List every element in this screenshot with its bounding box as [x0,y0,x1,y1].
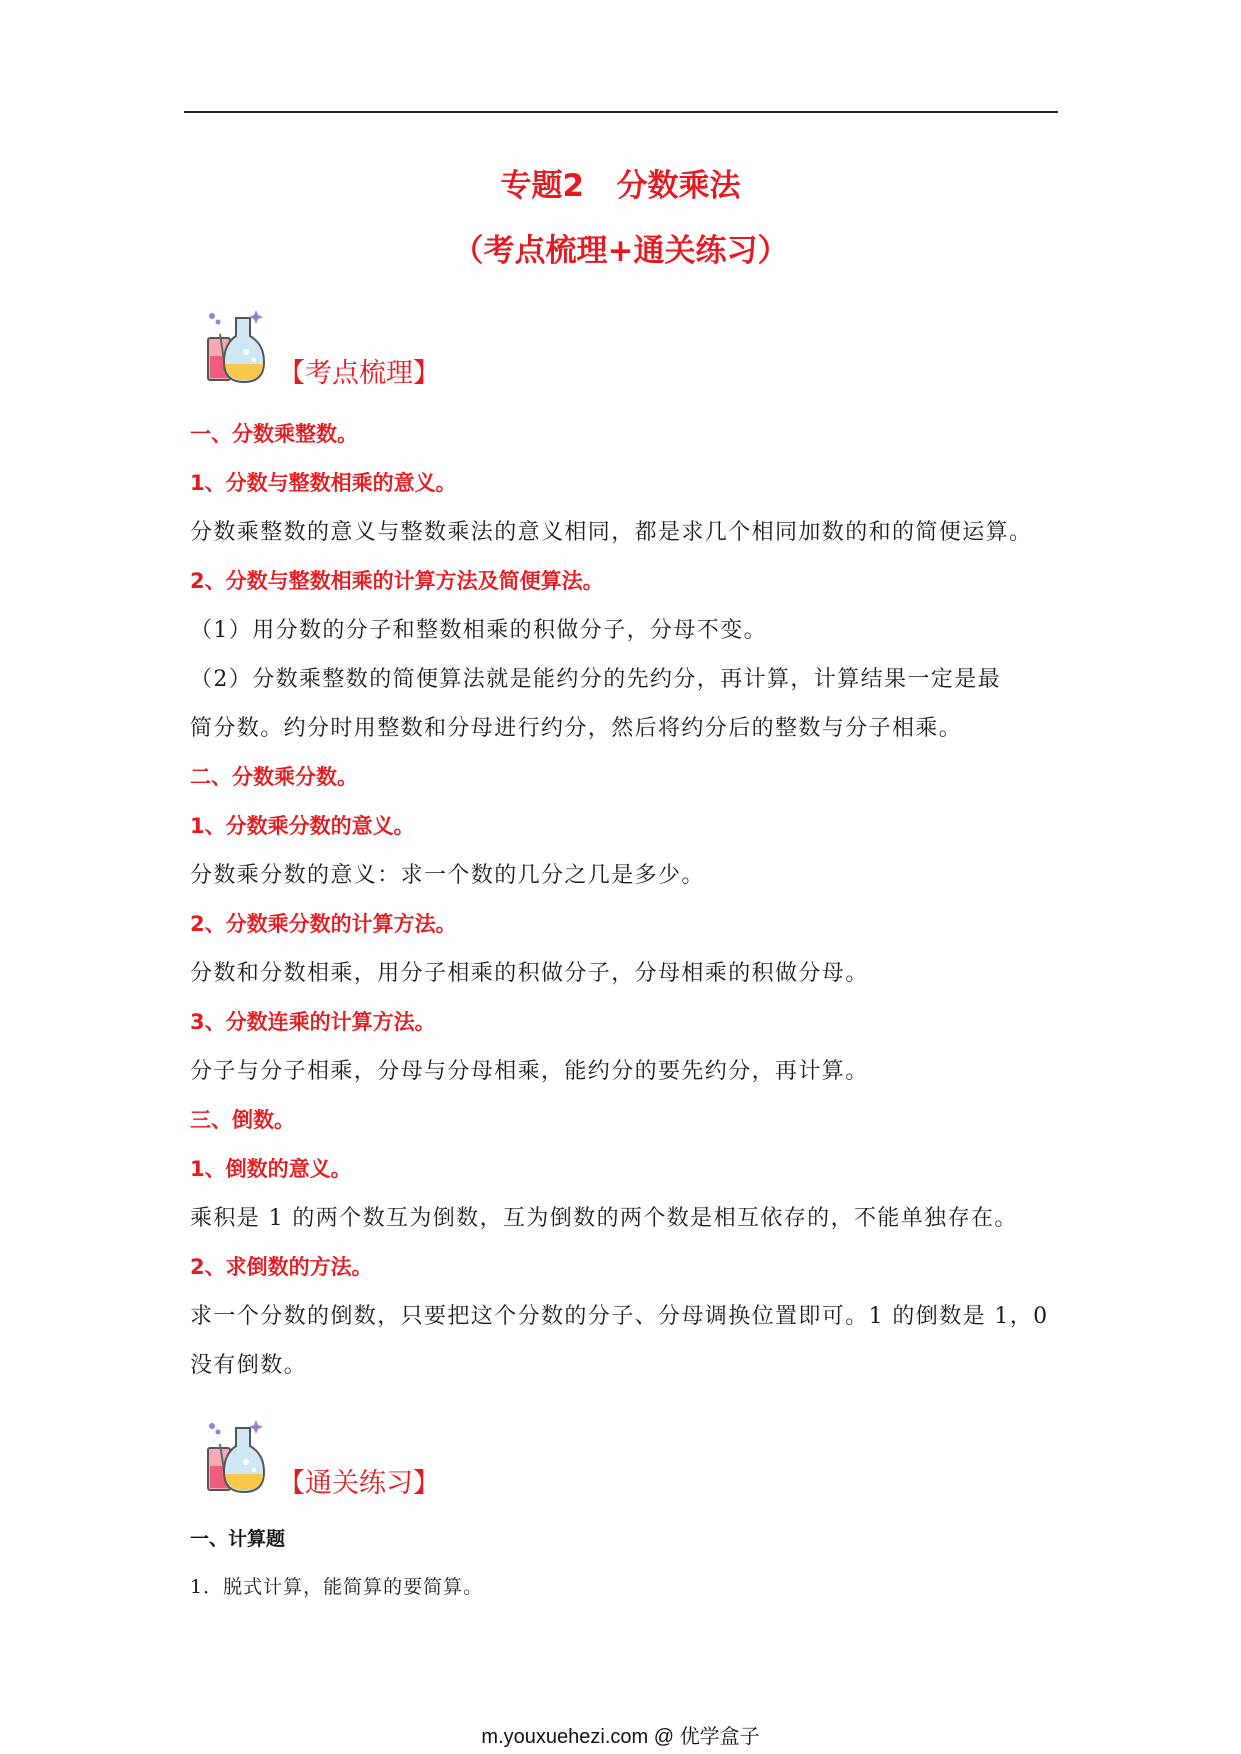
paragraph: 分数乘分数的意义：求一个数的几分之几是多少。 [190,863,705,888]
review-content [190,410,1070,1390]
footer-watermark: m.youxuehezi.com @ 优学盒子 [481,1726,760,1748]
top-rule [184,111,1058,113]
section-head-review [206,308,440,389]
page-title: 专题2 分数乘法 [500,168,741,204]
section-label-practice: 【通关练习】 [278,1468,440,1499]
paragraph: 简分数。约分时用整数和分母进行约分，然后将约分后的整数与分子相乘。 [190,716,963,741]
subheading: 2、分数乘分数的计算方法。 [190,912,457,936]
subheading: 2、求倒数的方法。 [190,1255,373,1279]
section-head-practice [206,1418,440,1499]
paragraph: 分数乘整数的意义与整数乘法的意义相同，都是求几个相同加数的和的简便运算。 [190,520,1033,545]
paragraph: 没有倒数。 [190,1353,308,1378]
paragraph: （1）用分数的分子和整数相乘的积做分子，分母不变。 [190,618,767,643]
paragraph: 分子与分子相乘，分母与分母相乘，能约分的要先约分，再计算。 [190,1059,869,1084]
heading: 一、分数乘整数。 [190,422,358,446]
flask-icon [206,308,266,384]
paragraph: （2）分数乘整数的简便算法就是能约分的先约分，再计算，计算结果一定是最 [190,667,1001,692]
page-subtitle: （考点梳理+通关练习） [452,233,789,269]
paragraph: 分数和分数相乘，用分子相乘的积做分子，分母相乘的积做分母。 [190,961,869,986]
paragraph: 乘积是 1 的两个数互为倒数，互为倒数的两个数是相互依存的，不能单独存在。 [190,1206,1018,1231]
flask-icon [206,1418,266,1494]
heading: 一、计算题 [190,1528,286,1550]
practice-content [190,1515,1070,1611]
subheading: 1、分数乘分数的意义。 [190,814,415,838]
section-label-review: 【考点梳理】 [278,358,440,389]
subheading: 2、分数与整数相乘的计算方法及简便算法。 [190,569,604,593]
subheading: 3、分数连乘的计算方法。 [190,1010,436,1034]
heading: 二、分数乘分数。 [190,765,358,789]
paragraph: 求一个分数的倒数，只要把这个分数的分子、分母调换位置即可。1 的倒数是 1，0 [190,1304,1049,1329]
subheading: 1、倒数的意义。 [190,1157,352,1181]
question: 1．脱式计算，能简算的要简算。 [190,1576,484,1598]
heading: 三、倒数。 [190,1108,295,1132]
subheading: 1、分数与整数相乘的意义。 [190,471,457,495]
